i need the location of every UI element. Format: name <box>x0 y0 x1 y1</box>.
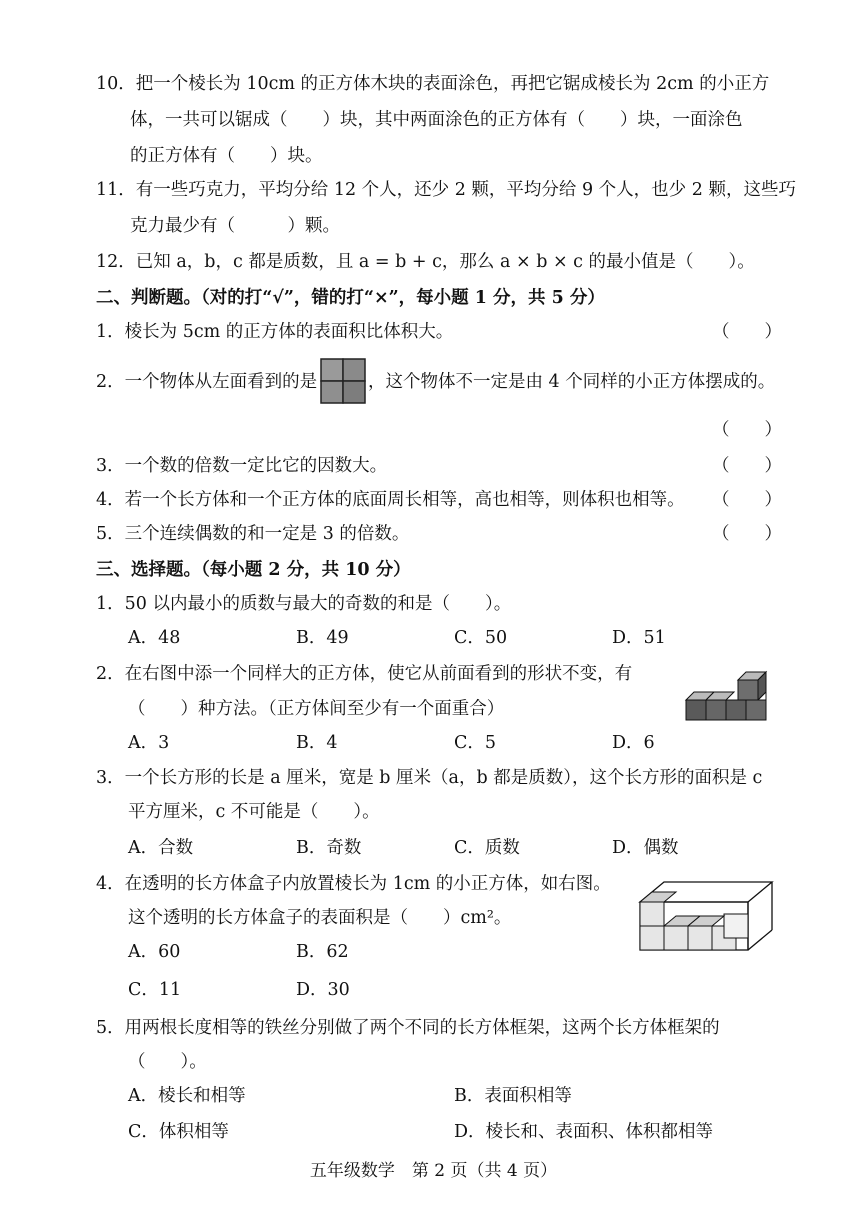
left-view-figure <box>320 358 366 404</box>
choice-q4-stem-2: 这个透明的长方体盒子的表面积是（ ）cm²。 <box>128 908 512 928</box>
judge-header: 二、判断题。（对的打“√”，错的打“×”，每小题 1 分，共 5 分） <box>96 288 605 308</box>
choice-q5-option-d[interactable]: D．棱长和、表面积、体积都相等 <box>454 1122 714 1142</box>
choice-q3-option-a[interactable]: A．合数 <box>128 838 194 858</box>
choice-q3-stem-2: 平方厘米，c 不可能是（ ）。 <box>128 802 380 822</box>
choice-q4-stem-1: 4．在透明的长方体盒子内放置棱长为 1cm 的小正方体，如右图。 <box>96 874 611 894</box>
choice-q2-option-d[interactable]: D．6 <box>612 733 655 753</box>
choice-q3-option-d[interactable]: D．偶数 <box>612 838 679 858</box>
choice-q2-option-a[interactable]: A．3 <box>128 733 170 753</box>
choice-q1-option-d[interactable]: D．51 <box>612 628 666 648</box>
judge-item-5: 5．三个连续偶数的和一定是 3 的倍数。 <box>96 524 410 544</box>
judge-item-1: 1．棱长为 5cm 的正方体的表面积比体积大。 <box>96 322 454 342</box>
page-footer: 五年级数学 第 2 页（共 4 页） <box>309 1161 558 1181</box>
judge-item-2: 2．一个物体从左面看到的是 <box>96 372 318 392</box>
choice-q4-option-b[interactable]: B．62 <box>296 942 349 962</box>
choice-q1-option-b[interactable]: B．49 <box>296 628 349 648</box>
cube-stack-figure <box>682 670 772 732</box>
choice-q2-option-c[interactable]: C．5 <box>454 733 497 753</box>
judge-answer-4[interactable]: （ ） <box>712 490 782 510</box>
choice-q3-option-c[interactable]: C．质数 <box>454 838 520 858</box>
transparent-box-figure <box>630 878 780 958</box>
choice-q4-option-d[interactable]: D．30 <box>296 980 350 1000</box>
choice-q5-option-c[interactable]: C．体积相等 <box>128 1122 229 1142</box>
choice-q5-option-b[interactable]: B．表面积相等 <box>454 1086 572 1106</box>
q11-line2: 克力最少有（ ）颗。 <box>130 216 340 236</box>
q10-line3: 的正方体有（ ）块。 <box>130 146 323 166</box>
choice-q4-option-c[interactable]: C．11 <box>128 980 182 1000</box>
judge-answer-3[interactable]: （ ） <box>712 456 782 476</box>
choice-q2-stem-2: （ ）种方法。（正方体间至少有一个面重合） <box>128 699 505 719</box>
judge-answer-2[interactable]: （ ） <box>712 420 782 440</box>
judge-item-2-rest: ，这个物体不一定是由 4 个同样的小正方体摆成的。 <box>368 372 776 392</box>
q11-line1: 11．有一些巧克力，平均分给 12 个人，还少 2 颗，平均分给 9 个人，也少 2 颗，这些巧 <box>96 180 796 200</box>
choice-header: 三、选择题。（每小题 2 分，共 10 分） <box>96 560 411 580</box>
choice-q4-option-a[interactable]: A．60 <box>128 942 181 962</box>
choice-q3-stem-1: 3．一个长方形的长是 a 厘米，宽是 b 厘米（a，b 都是质数），这个长方形的面积是 c <box>96 768 763 788</box>
judge-item-3: 3．一个数的倍数一定比它的因数大。 <box>96 456 388 476</box>
choice-q1-option-a[interactable]: A．48 <box>128 628 181 648</box>
choice-q5-stem-1: 5．用两根长度相等的铁丝分别做了两个不同的长方体框架，这两个长方体框架的 <box>96 1018 720 1038</box>
choice-q1-option-c[interactable]: C．50 <box>454 628 508 648</box>
choice-q2-stem-1: 2．在右图中添一个同样大的正方体，使它从前面看到的形状不变，有 <box>96 664 633 684</box>
choice-q5-option-a[interactable]: A．棱长和相等 <box>128 1086 246 1106</box>
q10-line1: 10．把一个棱长为 10cm 的正方体木块的表面涂色，再把它锯成棱长为 2cm 的小正方 <box>96 74 770 94</box>
judge-answer-5[interactable]: （ ） <box>712 524 782 544</box>
choice-q2-option-b[interactable]: B．4 <box>296 733 338 753</box>
choice-q1-stem: 1．50 以内最小的质数与最大的奇数的和是（ ）。 <box>96 594 512 614</box>
q12-line: 12．已知 a，b，c 都是质数，且 a = b + c，那么 a × b × c 的最小值是（ ）。 <box>96 252 755 272</box>
choice-q5-stem-2: （ ）。 <box>128 1052 207 1072</box>
judge-answer-1[interactable]: （ ） <box>712 322 782 342</box>
choice-q3-option-b[interactable]: B．奇数 <box>296 838 362 858</box>
q10-line2: 体，一共可以锯成（ ）块，其中两面涂色的正方体有（ ）块，一面涂色 <box>130 110 743 130</box>
judge-item-4: 4．若一个长方体和一个正方体的底面周长相等，高也相等，则体积也相等。 <box>96 490 685 510</box>
